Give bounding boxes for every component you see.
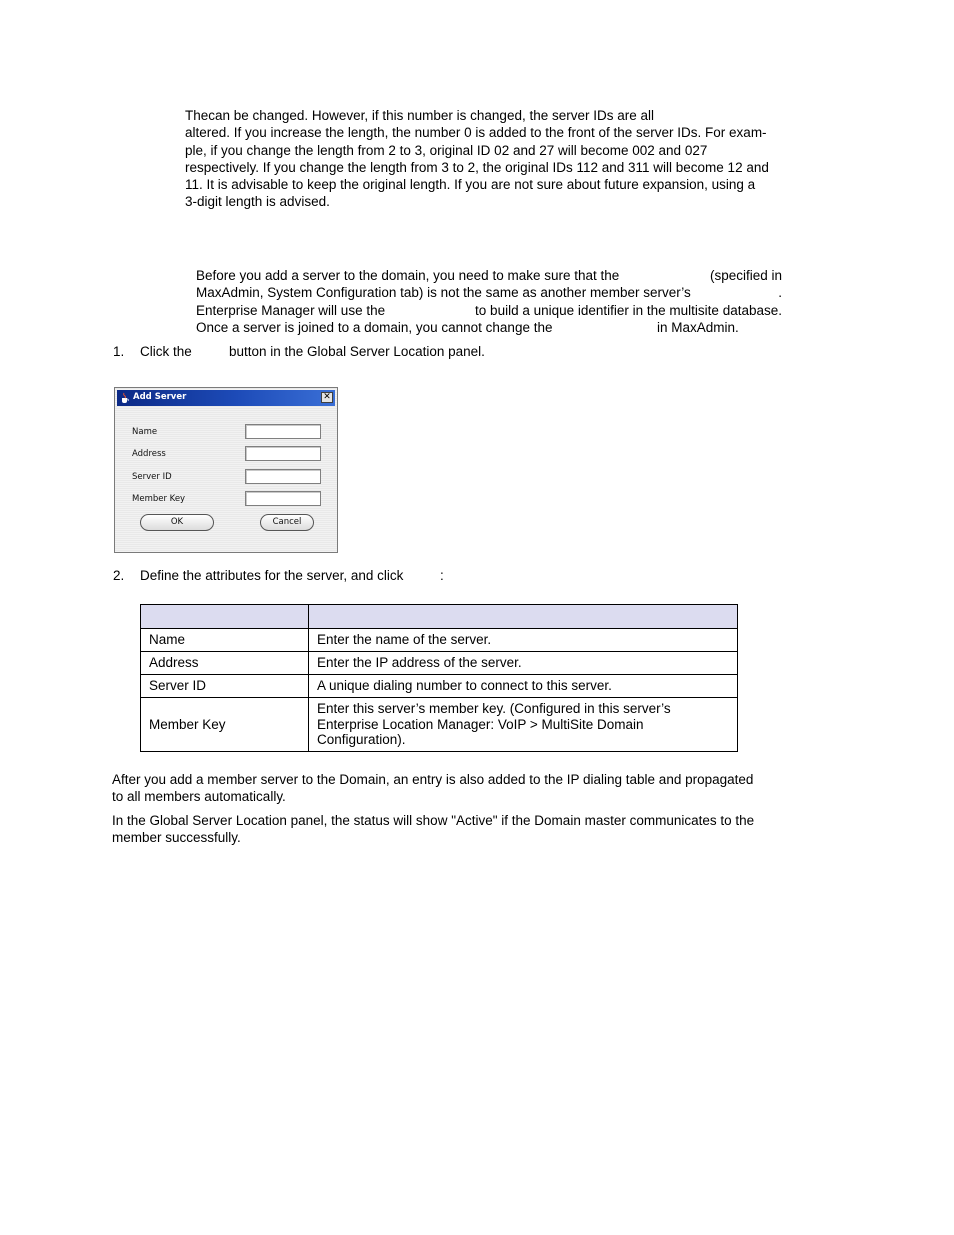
note-line-4: Once a server is joined to a domain, you cannot change the in MaxAdmin. (196, 319, 739, 335)
note-block (196, 267, 782, 336)
server-attributes-table (140, 604, 738, 752)
note-line-3: Enterprise Manager will use the to build a unique identifier in the multisite database. (196, 302, 782, 318)
table-row (141, 675, 738, 698)
address-input[interactable] (245, 446, 321, 461)
cancel-button[interactable]: Cancel (260, 514, 314, 531)
close-icon: ✕ (323, 392, 331, 402)
table-row (141, 652, 738, 675)
after-add-paragraph: After you add a member server to the Domain, an entry is also added to the IP dialing table and propagated to all members automatically. (112, 772, 754, 805)
status-paragraph: In the Global Server Location panel, the status will show "Active" if the Domain master communicates to the member successfully. (112, 813, 755, 846)
step-2-number: 2. (113, 568, 125, 583)
name-input[interactable] (245, 424, 321, 439)
intro-line-4: respectively. If you change the length from 3 to 2, the original IDs 112 and 311 will become 12 and (185, 159, 769, 175)
table-header-field (141, 605, 309, 629)
dialog-titlebar (117, 390, 335, 406)
table-header-row (141, 605, 738, 629)
table-row (141, 629, 738, 652)
step-1: 1. Click the button in the Global Server Location panel. (113, 344, 485, 359)
table-cell-description: Enter this server’s member key. (Configured in this server’s Enterprise Location Manager: VoIP > MultiSite Domain Configuration). (309, 698, 738, 752)
table-cell-field: Address (141, 652, 309, 675)
intro-line-5: 11. It is advisable to keep the original length. If you are not sure about future expansion, using a (185, 177, 756, 193)
intro-line-6: 3-digit length is advised. (185, 194, 330, 210)
table-cell-field: Name (141, 629, 309, 652)
member-key-label: Member Key (132, 494, 186, 504)
note-line-1: Before you add a server to the domain, you need to make sure that the (specified in (196, 268, 782, 283)
add-server-dialog (114, 387, 338, 553)
java-cup-icon (120, 392, 130, 404)
table-header-description (309, 605, 738, 629)
intro-line-1: Thecan be changed. However, if this number is changed, the server IDs are all (185, 108, 655, 123)
table-cell-description: A unique dialing number to connect to this server. (309, 675, 738, 698)
table-cell-description: Enter the IP address of the server. (309, 652, 738, 675)
ok-button[interactable]: OK (140, 514, 214, 531)
table-cell-field: Server ID (141, 675, 309, 698)
intro-line-2: altered. If you increase the length, the number 0 is added to the front of the server IDs. For exam- (185, 125, 767, 141)
server-id-label: Server ID (132, 472, 172, 482)
note-line-2: MaxAdmin, System Configuration tab) is not the same as another member server’s . (196, 285, 782, 301)
server-id-input[interactable] (245, 469, 321, 484)
table-row (141, 698, 738, 752)
intro-paragraph (185, 107, 769, 211)
table-cell-description: Enter the name of the server. (309, 629, 738, 652)
name-label: Name (132, 427, 158, 437)
intro-line-3: ple, if you change the length from 2 to 3, original ID 02 and 27 will become 002 and 027 (185, 142, 708, 158)
table-cell-field: Member Key (141, 698, 309, 752)
step-1-number: 1. (113, 344, 125, 359)
step-2: 2. Define the attributes for the server, and click : (113, 568, 444, 583)
dialog-title: Add Server (133, 392, 187, 402)
address-label: Address (132, 449, 166, 459)
member-key-input[interactable] (245, 491, 321, 506)
close-button[interactable] (321, 392, 333, 403)
